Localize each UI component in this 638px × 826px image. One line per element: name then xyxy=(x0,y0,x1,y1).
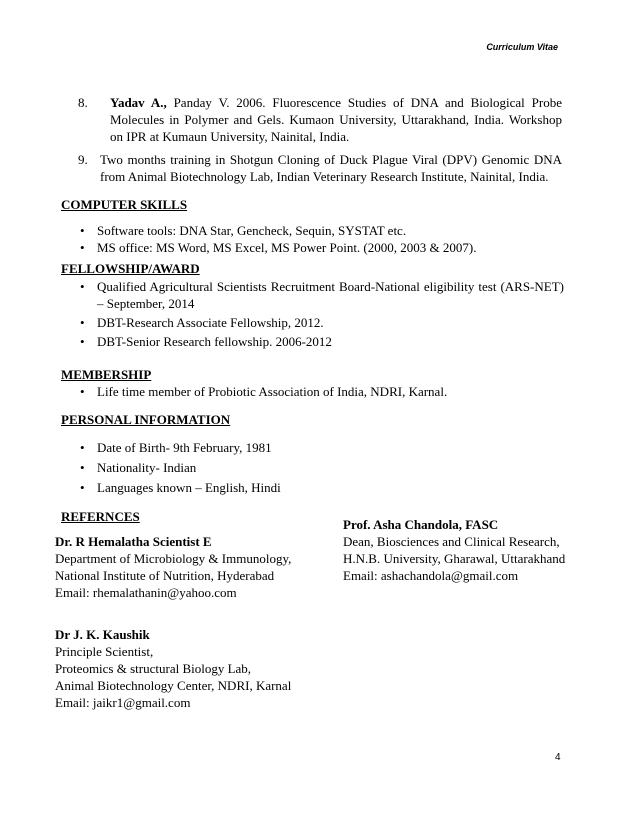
reference-email: Email: rhemalathanin@yahoo.com xyxy=(55,585,237,600)
personal-information-heading: PERSONAL INFORMATION xyxy=(61,412,231,427)
fellowship-heading: FELLOWSHIP/AWARD xyxy=(61,261,200,276)
bullet-icon: • xyxy=(80,334,85,349)
membership-heading: MEMBERSHIP xyxy=(61,367,152,382)
reference-kaushik xyxy=(55,626,291,711)
list-item-text: DBT-Research Associate Fellowship, 2012. xyxy=(97,315,324,330)
publication-details: Panday V. 2006. Fluorescence Studies of DNA and Biological Probe Molecules in Polymer and Gels. Kumaon University, Uttarakhand, India. Workshop on IPR at Kumaun University, Nainital, India. xyxy=(110,95,562,144)
reference-line: Dean, Biosciences and Clinical Research, xyxy=(343,534,560,549)
publication-item-9 xyxy=(78,151,562,185)
bullet-icon: • xyxy=(80,223,85,238)
list-item xyxy=(80,222,564,239)
list-item xyxy=(80,459,564,476)
publication-number: 8. xyxy=(78,95,88,110)
computer-skills-heading: COMPUTER SKILLS xyxy=(61,197,188,212)
list-item xyxy=(80,333,564,350)
bullet-icon: • xyxy=(80,384,85,399)
list-item xyxy=(80,239,564,256)
reference-email: Email: jaikr1@gmail.com xyxy=(55,695,191,710)
reference-line: H.N.B. University, Gharawal, Uttarakhand xyxy=(343,551,566,566)
list-item-text: DBT-Senior Research fellowship. 2006-2012 xyxy=(97,334,332,349)
list-item-text: Date of Birth- 9th February, 1981 xyxy=(97,440,272,455)
publication-text xyxy=(78,94,562,145)
reference-email: Email: ashachandola@gmail.com xyxy=(343,568,519,583)
list-item-text: Qualified Agricultural Scientists Recruitment Board-National eligibility test (ARS-NET) – September, 2014 xyxy=(97,279,564,311)
reference-name: Dr J. K. Kaushik xyxy=(55,627,150,642)
list-item xyxy=(80,314,564,331)
computer-skills-list xyxy=(80,222,564,256)
personal-information-list xyxy=(80,439,564,496)
bullet-icon: • xyxy=(80,315,85,330)
reference-hemalatha xyxy=(55,533,291,601)
bullet-icon: • xyxy=(80,480,85,495)
publication-authors: Yadav A., xyxy=(110,95,167,110)
list-item-text: Languages known – English, Hindi xyxy=(97,480,281,495)
bullet-icon: • xyxy=(80,240,85,255)
reference-line: Proteomics & structural Biology Lab, xyxy=(55,661,252,676)
reference-line: Principle Scientist, xyxy=(55,644,154,659)
reference-line: Animal Biotechnology Center, NDRI, Karnal xyxy=(55,678,292,693)
reference-name: Prof. Asha Chandola, FASC xyxy=(343,517,499,532)
list-item-text: MS office: MS Word, MS Excel, MS Power Point. (2000, 2003 & 2007). xyxy=(97,240,477,255)
bullet-icon: • xyxy=(80,460,85,475)
publication-number: 9. xyxy=(78,152,88,167)
fellowship-list xyxy=(80,278,564,350)
document-header-title: Curriculum Vitae xyxy=(486,42,558,52)
references-heading: REFERNCES xyxy=(61,509,140,524)
publication-details: Two months training in Shotgun Cloning of Duck Plague Viral (DPV) Genomic DNA from Animal Biotechnology Lab, Indian Veterinary Research Institute, Nainital, India. xyxy=(100,152,562,184)
page-number: 4 xyxy=(555,752,561,763)
reference-chandola xyxy=(343,516,565,584)
bullet-icon: • xyxy=(80,279,85,294)
membership-list xyxy=(80,383,564,400)
list-item xyxy=(80,439,564,456)
list-item xyxy=(80,479,564,496)
reference-line: National Institute of Nutrition, Hyderabad xyxy=(55,568,275,583)
bullet-icon: • xyxy=(80,440,85,455)
reference-line: Department of Microbiology & Immunology, xyxy=(55,551,292,566)
list-item xyxy=(80,383,564,400)
list-item xyxy=(80,278,564,312)
list-item-text: Nationality- Indian xyxy=(97,460,197,475)
publication-item-8 xyxy=(78,94,562,145)
list-item-text: Software tools: DNA Star, Gencheck, Sequin, SYSTAT etc. xyxy=(97,223,407,238)
reference-name: Dr. R Hemalatha Scientist E xyxy=(55,534,212,549)
list-item-text: Life time member of Probiotic Association of India, NDRI, Karnal. xyxy=(97,384,448,399)
